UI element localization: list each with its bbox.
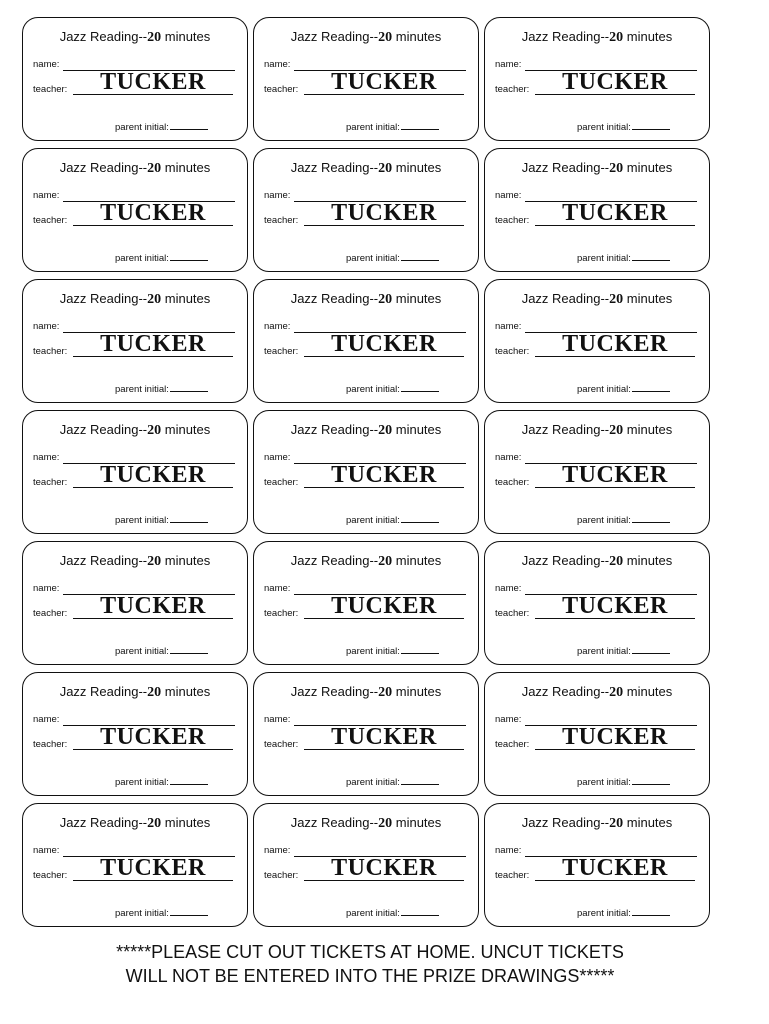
ticket-title-suffix: minutes (161, 815, 211, 830)
teacher-field-line (535, 749, 695, 750)
reading-ticket (253, 541, 479, 665)
ticket-title (485, 160, 709, 177)
ticket-title-prefix: Jazz Reading-- (59, 553, 148, 568)
teacher-label: teacher: (264, 84, 299, 95)
teacher-name: TUCKER (100, 462, 206, 488)
name-label: name: (264, 190, 291, 201)
ticket-title-number: 20 (609, 292, 624, 307)
teacher-name: TUCKER (562, 724, 668, 750)
parent-initial-field[interactable] (170, 383, 208, 392)
parent-initial (577, 907, 670, 919)
parent-initial-field[interactable] (401, 252, 439, 261)
teacher-name: TUCKER (331, 724, 437, 750)
teacher-field-line (535, 356, 695, 357)
ticket-title-number: 20 (609, 554, 624, 569)
ticket-title-suffix: minutes (623, 553, 673, 568)
ticket-title-number: 20 (147, 30, 162, 45)
parent-initial-field[interactable] (170, 776, 208, 785)
teacher-label: teacher: (264, 870, 299, 881)
parent-initial-label: parent initial: (577, 777, 631, 788)
parent-initial (115, 776, 208, 788)
parent-initial-label: parent initial: (115, 777, 169, 788)
ticket-title-prefix: Jazz Reading-- (290, 291, 379, 306)
teacher-field-line (535, 618, 695, 619)
ticket-title (485, 422, 709, 439)
teacher-name: TUCKER (100, 69, 206, 95)
teacher-field-line (304, 94, 464, 95)
reading-ticket (253, 803, 479, 927)
teacher-field-line (304, 880, 464, 881)
parent-initial-field[interactable] (632, 514, 670, 523)
teacher-name: TUCKER (331, 462, 437, 488)
ticket-title-prefix: Jazz Reading-- (521, 553, 610, 568)
parent-initial-field[interactable] (632, 121, 670, 130)
parent-initial-label: parent initial: (115, 122, 169, 133)
parent-initial (577, 383, 670, 395)
ticket-title-number: 20 (609, 30, 624, 45)
parent-initial (115, 514, 208, 526)
parent-initial (346, 776, 439, 788)
ticket-title (23, 291, 247, 308)
teacher-label: teacher: (495, 870, 530, 881)
ticket-title (23, 684, 247, 701)
teacher-label: teacher: (495, 84, 530, 95)
ticket-title (254, 160, 478, 177)
parent-initial-field[interactable] (170, 907, 208, 916)
teacher-name: TUCKER (331, 855, 437, 881)
ticket-title-prefix: Jazz Reading-- (59, 160, 148, 175)
reading-ticket (484, 148, 710, 272)
teacher-name: TUCKER (331, 593, 437, 619)
parent-initial-label: parent initial: (346, 777, 400, 788)
teacher-name: TUCKER (331, 200, 437, 226)
teacher-name: TUCKER (562, 593, 668, 619)
ticket-title-suffix: minutes (161, 29, 211, 44)
teacher-label: teacher: (33, 477, 68, 488)
teacher-name: TUCKER (562, 855, 668, 881)
ticket-title-suffix: minutes (161, 160, 211, 175)
ticket-title-suffix: minutes (392, 553, 442, 568)
teacher-field-line (535, 94, 695, 95)
name-label: name: (33, 190, 60, 201)
ticket-title-prefix: Jazz Reading-- (59, 684, 148, 699)
teacher-field-line (73, 94, 233, 95)
ticket-title (254, 553, 478, 570)
reading-ticket (484, 541, 710, 665)
reading-ticket (484, 17, 710, 141)
name-label: name: (264, 59, 291, 70)
ticket-title-suffix: minutes (623, 160, 673, 175)
parent-initial (577, 121, 670, 133)
reading-ticket (484, 410, 710, 534)
ticket-title-number: 20 (147, 292, 162, 307)
parent-initial-label: parent initial: (577, 646, 631, 657)
ticket-title-prefix: Jazz Reading-- (290, 684, 379, 699)
name-label: name: (495, 59, 522, 70)
parent-initial-field[interactable] (401, 514, 439, 523)
ticket-title (254, 684, 478, 701)
reading-ticket (253, 17, 479, 141)
parent-initial-label: parent initial: (115, 515, 169, 526)
teacher-name: TUCKER (331, 331, 437, 357)
parent-initial (346, 121, 439, 133)
ticket-title (254, 815, 478, 832)
parent-initial-field[interactable] (401, 776, 439, 785)
parent-initial-field[interactable] (170, 514, 208, 523)
teacher-label: teacher: (495, 739, 530, 750)
teacher-label: teacher: (33, 739, 68, 750)
teacher-field-line (304, 225, 464, 226)
ticket-title-suffix: minutes (623, 291, 673, 306)
reading-ticket (253, 148, 479, 272)
teacher-label: teacher: (33, 215, 68, 226)
parent-initial-field[interactable] (632, 907, 670, 916)
ticket-title-suffix: minutes (623, 684, 673, 699)
parent-initial-label: parent initial: (115, 384, 169, 395)
teacher-label: teacher: (495, 215, 530, 226)
name-label: name: (33, 59, 60, 70)
name-label: name: (495, 190, 522, 201)
ticket-title-number: 20 (378, 292, 393, 307)
teacher-name: TUCKER (331, 69, 437, 95)
ticket-title-number: 20 (609, 685, 624, 700)
parent-initial-label: parent initial: (577, 515, 631, 526)
parent-initial-field[interactable] (401, 907, 439, 916)
teacher-field-line (535, 880, 695, 881)
ticket-title-prefix: Jazz Reading-- (521, 291, 610, 306)
reading-ticket (484, 803, 710, 927)
ticket-title (485, 291, 709, 308)
parent-initial-field[interactable] (401, 121, 439, 130)
reading-ticket (22, 279, 248, 403)
ticket-title-prefix: Jazz Reading-- (290, 160, 379, 175)
ticket-title-number: 20 (378, 554, 393, 569)
parent-initial-label: parent initial: (346, 908, 400, 919)
teacher-name: TUCKER (562, 331, 668, 357)
name-label: name: (495, 583, 522, 594)
reading-ticket (22, 17, 248, 141)
parent-initial-field[interactable] (632, 776, 670, 785)
ticket-title (485, 553, 709, 570)
ticket-title (23, 815, 247, 832)
ticket-title-number: 20 (378, 30, 393, 45)
reading-ticket (484, 672, 710, 796)
name-label: name: (495, 321, 522, 332)
parent-initial (115, 252, 208, 264)
parent-initial-field[interactable] (401, 645, 439, 654)
reading-ticket (22, 672, 248, 796)
ticket-title-suffix: minutes (392, 422, 442, 437)
ticket-title-number: 20 (147, 423, 162, 438)
reading-ticket (253, 672, 479, 796)
parent-initial (346, 645, 439, 657)
name-label: name: (33, 845, 60, 856)
teacher-label: teacher: (264, 477, 299, 488)
teacher-label: teacher: (264, 346, 299, 357)
teacher-label: teacher: (264, 739, 299, 750)
teacher-label: teacher: (33, 608, 68, 619)
reading-ticket (253, 279, 479, 403)
parent-initial (346, 252, 439, 264)
ticket-title (254, 29, 478, 46)
reading-ticket (22, 803, 248, 927)
parent-initial-field[interactable] (170, 645, 208, 654)
ticket-title-suffix: minutes (392, 29, 442, 44)
teacher-field-line (73, 749, 233, 750)
ticket-title-prefix: Jazz Reading-- (290, 815, 379, 830)
parent-initial-field[interactable] (401, 383, 439, 392)
parent-initial (115, 383, 208, 395)
teacher-field-line (73, 618, 233, 619)
parent-initial-field[interactable] (170, 121, 208, 130)
parent-initial-label: parent initial: (346, 122, 400, 133)
teacher-label: teacher: (33, 84, 68, 95)
name-label: name: (264, 845, 291, 856)
name-label: name: (495, 845, 522, 856)
teacher-field-line (535, 225, 695, 226)
ticket-title-number: 20 (147, 816, 162, 831)
name-label: name: (264, 714, 291, 725)
ticket-grid (22, 17, 716, 927)
parent-initial-field[interactable] (632, 252, 670, 261)
ticket-title-number: 20 (378, 816, 393, 831)
teacher-field-line (304, 618, 464, 619)
parent-initial-label: parent initial: (115, 253, 169, 264)
ticket-title-prefix: Jazz Reading-- (59, 291, 148, 306)
teacher-label: teacher: (264, 215, 299, 226)
ticket-title-suffix: minutes (623, 422, 673, 437)
ticket-title-prefix: Jazz Reading-- (521, 684, 610, 699)
parent-initial (577, 252, 670, 264)
parent-initial-field[interactable] (170, 252, 208, 261)
ticket-title-suffix: minutes (161, 553, 211, 568)
ticket-title (23, 553, 247, 570)
teacher-name: TUCKER (100, 200, 206, 226)
ticket-title-prefix: Jazz Reading-- (521, 29, 610, 44)
ticket-title-suffix: minutes (161, 422, 211, 437)
ticket-title-suffix: minutes (161, 291, 211, 306)
ticket-title-number: 20 (147, 161, 162, 176)
parent-initial-label: parent initial: (115, 646, 169, 657)
parent-initial (346, 514, 439, 526)
parent-initial (577, 645, 670, 657)
ticket-title (485, 29, 709, 46)
ticket-title-number: 20 (147, 685, 162, 700)
parent-initial-label: parent initial: (577, 122, 631, 133)
teacher-field-line (73, 356, 233, 357)
ticket-title-prefix: Jazz Reading-- (59, 422, 148, 437)
ticket-title-prefix: Jazz Reading-- (290, 29, 379, 44)
parent-initial-label: parent initial: (577, 253, 631, 264)
ticket-title (254, 291, 478, 308)
name-label: name: (264, 321, 291, 332)
ticket-title-suffix: minutes (623, 815, 673, 830)
reading-ticket (22, 148, 248, 272)
parent-initial-label: parent initial: (346, 646, 400, 657)
parent-initial-label: parent initial: (346, 253, 400, 264)
ticket-title (254, 422, 478, 439)
ticket-title-number: 20 (609, 816, 624, 831)
teacher-label: teacher: (33, 870, 68, 881)
parent-initial (115, 907, 208, 919)
name-label: name: (33, 452, 60, 463)
ticket-title-prefix: Jazz Reading-- (59, 815, 148, 830)
teacher-name: TUCKER (100, 331, 206, 357)
parent-initial (346, 383, 439, 395)
name-label: name: (33, 321, 60, 332)
teacher-field-line (304, 487, 464, 488)
parent-initial-label: parent initial: (577, 908, 631, 919)
teacher-name: TUCKER (562, 200, 668, 226)
teacher-field-line (304, 749, 464, 750)
ticket-title-prefix: Jazz Reading-- (290, 553, 379, 568)
ticket-title (23, 422, 247, 439)
ticket-title (485, 684, 709, 701)
parent-initial-label: parent initial: (115, 908, 169, 919)
teacher-label: teacher: (495, 346, 530, 357)
ticket-title-number: 20 (147, 554, 162, 569)
ticket-title-prefix: Jazz Reading-- (521, 422, 610, 437)
teacher-label: teacher: (495, 477, 530, 488)
ticket-title-suffix: minutes (392, 815, 442, 830)
ticket-title-number: 20 (609, 161, 624, 176)
teacher-field-line (73, 880, 233, 881)
teacher-name: TUCKER (562, 462, 668, 488)
reading-ticket (22, 541, 248, 665)
parent-initial (346, 907, 439, 919)
ticket-title-suffix: minutes (161, 684, 211, 699)
teacher-name: TUCKER (562, 69, 668, 95)
name-label: name: (264, 452, 291, 463)
name-label: name: (495, 452, 522, 463)
teacher-label: teacher: (495, 608, 530, 619)
ticket-title-number: 20 (378, 161, 393, 176)
parent-initial-label: parent initial: (577, 384, 631, 395)
parent-initial-field[interactable] (632, 383, 670, 392)
ticket-title-number: 20 (378, 423, 393, 438)
teacher-name: TUCKER (100, 724, 206, 750)
parent-initial (577, 514, 670, 526)
ticket-title-suffix: minutes (392, 684, 442, 699)
parent-initial-field[interactable] (632, 645, 670, 654)
ticket-title (23, 29, 247, 46)
ticket-title-suffix: minutes (392, 291, 442, 306)
name-label: name: (264, 583, 291, 594)
ticket-title-prefix: Jazz Reading-- (521, 815, 610, 830)
ticket-title-suffix: minutes (623, 29, 673, 44)
parent-initial-label: parent initial: (346, 384, 400, 395)
ticket-title-prefix: Jazz Reading-- (521, 160, 610, 175)
teacher-field-line (73, 487, 233, 488)
reading-ticket (22, 410, 248, 534)
parent-initial (115, 121, 208, 133)
ticket-title-prefix: Jazz Reading-- (290, 422, 379, 437)
teacher-label: teacher: (264, 608, 299, 619)
name-label: name: (33, 583, 60, 594)
parent-initial (577, 776, 670, 788)
teacher-name: TUCKER (100, 855, 206, 881)
reading-ticket (253, 410, 479, 534)
teacher-field-line (73, 225, 233, 226)
teacher-name: TUCKER (100, 593, 206, 619)
parent-initial-label: parent initial: (346, 515, 400, 526)
teacher-field-line (535, 487, 695, 488)
ticket-title-prefix: Jazz Reading-- (59, 29, 148, 44)
cut-out-notice: *****PLEASE CUT OUT TICKETS AT HOME. UNCUT TICKETS WILL NOT BE ENTERED INTO THE PRIZE DRAWINGS***** (116, 942, 624, 986)
teacher-field-line (304, 356, 464, 357)
ticket-title (23, 160, 247, 177)
name-label: name: (495, 714, 522, 725)
teacher-label: teacher: (33, 346, 68, 357)
ticket-title-number: 20 (378, 685, 393, 700)
ticket-title-number: 20 (609, 423, 624, 438)
parent-initial (115, 645, 208, 657)
ticket-title-suffix: minutes (392, 160, 442, 175)
name-label: name: (33, 714, 60, 725)
ticket-title (485, 815, 709, 832)
reading-ticket (484, 279, 710, 403)
